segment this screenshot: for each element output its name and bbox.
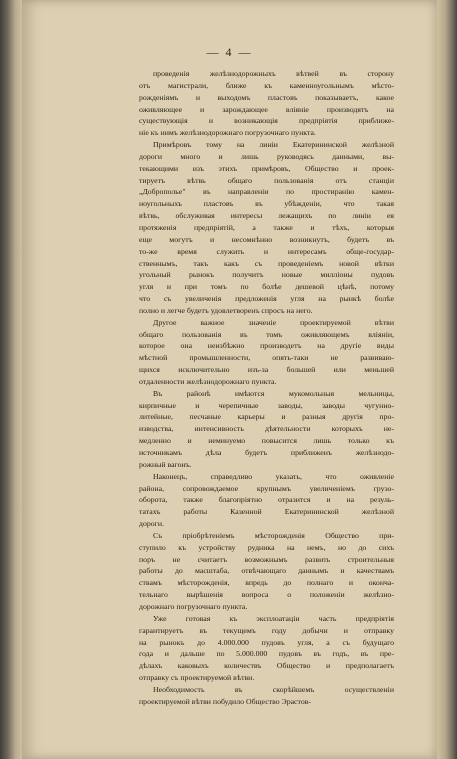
text-line: татахъ работы Казенной Екатерининской желѣзной (139, 507, 394, 517)
text-line: общаго пользованія въ томъ оживляющемъ вліяніи, (139, 329, 394, 339)
text-line: мѣстной промышленности, опять-таки не развиваю- (139, 353, 394, 363)
paragraph (139, 684, 394, 708)
text-line: „Доброполье" въ направленіи по простиранію камен- (139, 187, 394, 197)
text-line: ственнымъ, такъ какъ съ проведеніемъ новой вѣтки (139, 258, 394, 268)
text-line: протяженія предпріятій, а также и тѣхъ, которыя (139, 222, 394, 232)
text-line: Наконецъ, справедливо указать, что оживленіе (153, 471, 394, 481)
text-line: Уже готовая къ эксплоатаціи часть предпріятія (153, 613, 394, 623)
text-line: литейные, песчаные карьеры и разныя другія про- (139, 412, 394, 422)
text-line: на рынокъ до 4.000.000 пудовъ угля, а съ будущаго (139, 637, 394, 647)
paragraph (139, 68, 394, 139)
body-text (139, 68, 394, 708)
text-line: оборота, также благопріятно отразится и на резуль- (139, 495, 394, 505)
text-line: угольный рынокъ получитъ новые милліоны пудовъ (139, 270, 394, 280)
text-line: щихся исключительно изъ-за большей или меньшей (139, 365, 394, 375)
text-line: отъ магистрали, ближе къ каменноугольнымъ мѣсто- (139, 80, 394, 90)
text-line: гарантируетъ въ текущемъ году добычи и отправку (139, 625, 394, 635)
text-line: то-же время служить и интересамъ обще-государ- (139, 246, 394, 256)
text-line: ноугольныхъ пластовъ въ убѣжденіи, что такая (139, 199, 394, 209)
text-line: ніе къ нимъ желѣзнодорожнаго погрузочнаго пункта. (139, 128, 316, 138)
paragraph (139, 139, 394, 317)
text-line: еще могутъ и несомнѣнно возникнутъ, будетъ въ (139, 234, 394, 244)
text-line: работы до масштаба, отвѣчающаго даннымъ и качествамъ (139, 566, 394, 576)
text-line: изводства, интенсивность дѣятельности которыхъ не- (139, 424, 394, 434)
text-line: Другое важное значеніе проектируемой вѣтви (153, 317, 394, 327)
paragraph (139, 613, 394, 684)
text-line: поръ не считаетъ возможнымъ развить строительныя (139, 554, 394, 564)
text-line: источникамъ дѣла будетъ приближенъ желѣзнодо- (139, 448, 394, 457)
text-line: ступило къ устройству рудника на немъ, но до сихъ (139, 542, 394, 552)
text-line: тельнаго вырѣшенія вопроса о положеніи желѣзно- (139, 590, 394, 600)
text-line: существующія и возникающія предпріятія приближе- (139, 116, 394, 126)
text-line: тируетъ вѣтвь общаго пользованія отъ станціи (139, 175, 394, 185)
text-line: вѣтвь, обслуживая интересы лежащихъ по линіи ея (139, 211, 394, 221)
text-line: ствамъ мѣсторожденія, впредь до полнаго и оконча- (139, 578, 394, 588)
paragraph (139, 388, 394, 471)
text-line: района, сопровождаемое крупнымъ увеличеніемъ грузо- (139, 483, 394, 493)
paragraph (139, 471, 394, 530)
text-line: Примѣровъ тому на линіи Екатерининской желѣзной (153, 140, 394, 150)
text-line: рожный вагонъ. (139, 459, 192, 469)
text-line: проведенія желѣзнодорожныхъ вѣтвей въ сторону (153, 69, 394, 78)
text-line: дороги. (139, 519, 164, 529)
text-line: Съ пріобрѣтеніемъ мѣсторожденія Общество при- (153, 530, 394, 540)
text-line: кирпичные и черепичные заводы, заводы чугунно- (139, 400, 394, 410)
book-edge-right (437, 0, 457, 759)
scanned-page (22, 0, 437, 759)
text-line: года и дальше по 5.000.000 пудовъ въ годъ, въ пре- (139, 649, 394, 659)
text-line: отдаленности желѣзнодорожнаго пункта. (139, 376, 277, 386)
page-number: — 4 — (206, 45, 253, 59)
text-line: текающими изъ этихъ примѣровъ, Общество и проек- (139, 163, 394, 173)
text-line: которое она неизбѣжно производетъ на другіе виды (139, 341, 394, 351)
text-line: рожденіямъ и выходомъ пластовъ показываетъ, какое (139, 92, 394, 102)
text-line: угля и при томъ по болѣе дешевой цѣнѣ, потому (139, 282, 394, 292)
text-line: Необходимость въ скорѣйшемъ осуществленіи (153, 684, 394, 694)
paragraph (139, 317, 394, 388)
text-line: Въ районѣ имѣются мукомольныя мельницы, (153, 388, 394, 398)
text-line: что съ увеличенія предложенія угля на рынкѣ болѣе (139, 294, 394, 304)
text-line: дороги много и лишь руководясь данными, вы- (139, 151, 394, 161)
text-line: дорожнаго погрузочнаго пункта. (139, 601, 248, 611)
text-line: дѣлахъ каковыхъ количествъ Общество и предполагаетъ (139, 661, 394, 671)
text-line: проектируемой вѣтви побудило Общество Эрастов- (139, 696, 311, 706)
text-line: оживляющее и зарождающее вліяніе производятъ на (139, 104, 394, 114)
paragraph (139, 530, 394, 613)
text-line: полно и легче будетъ удовлетворенъ спросъ на него. (139, 305, 313, 315)
book-spine-left (0, 0, 22, 759)
text-line: отправку съ проектируемой вѣтви. (139, 673, 255, 683)
text-line: медленно и неминуемо повысится лишь только къ (139, 436, 394, 446)
